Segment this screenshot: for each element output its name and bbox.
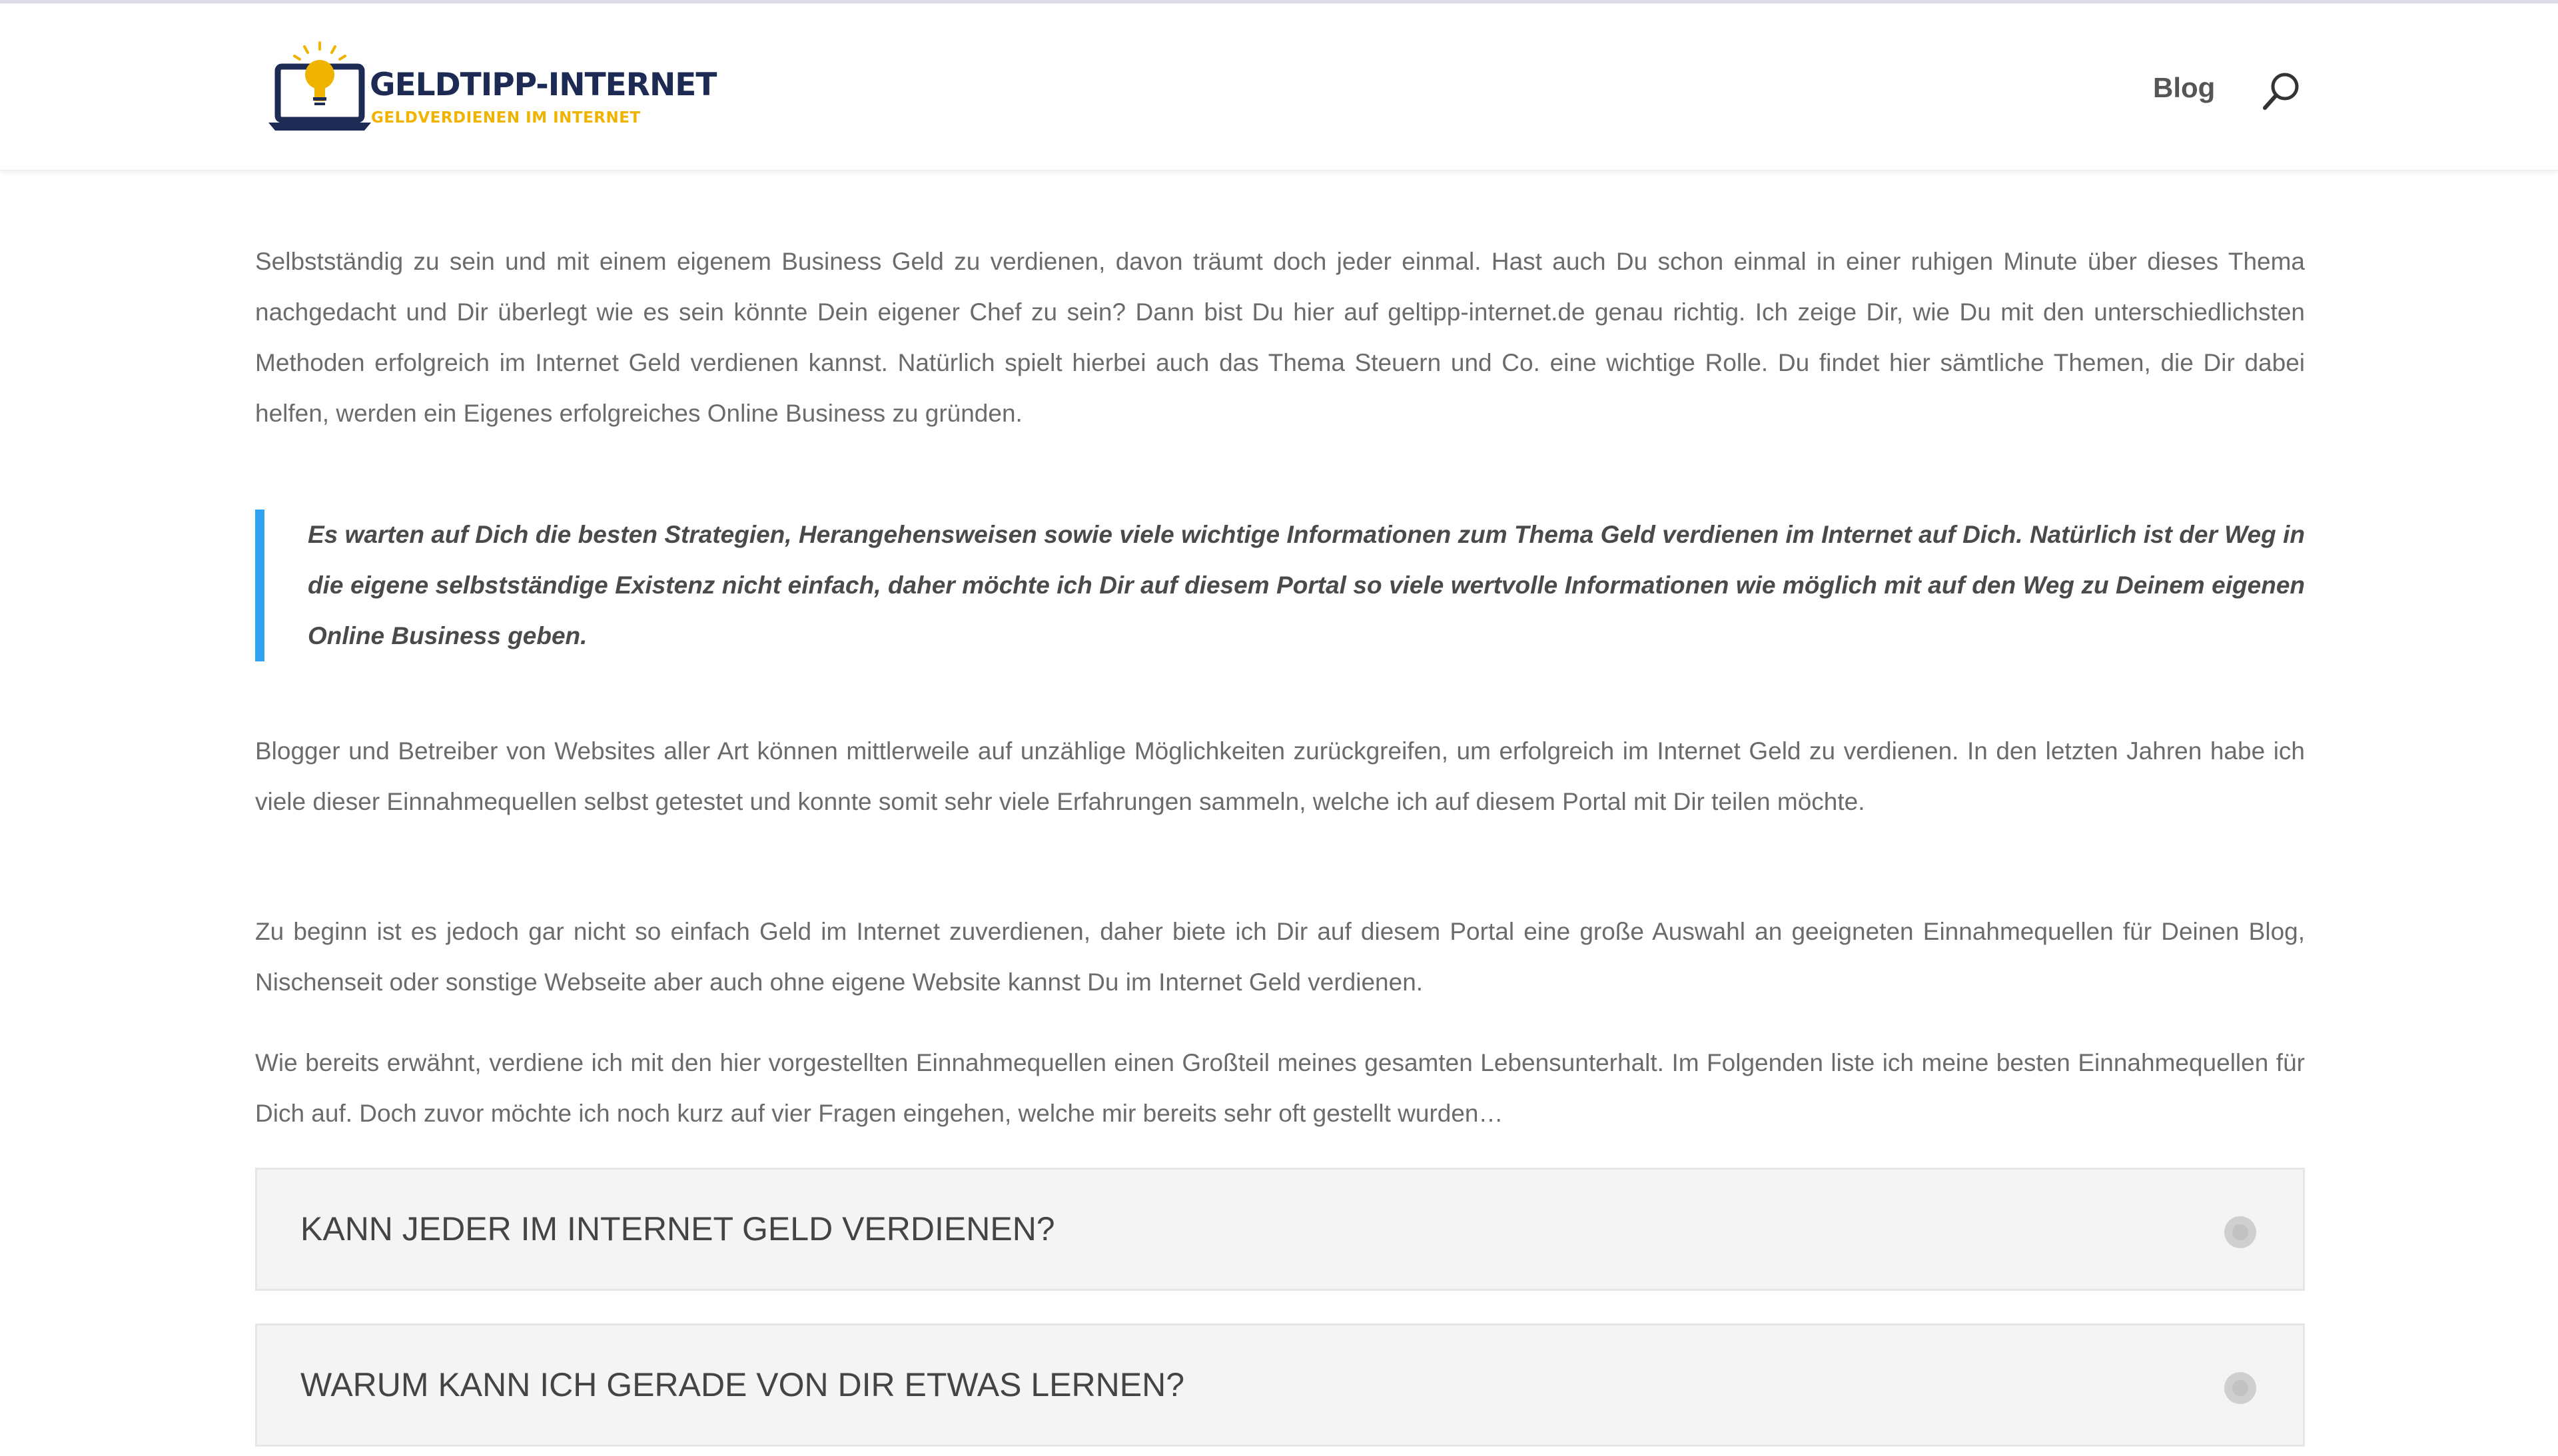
paragraph-income-sources: Wie bereits erwähnt, verdiene ich mit den hier vorgestellten Einnahmequellen einen Großteil meines gesamten Lebensunterhalt. Im Folgenden liste ich meine besten Einnahmequellen für Dich auf. Doch zuvor möchte ich noch kurz auf vier Fragen eingehen, welche mir bereits sehr oft gestellt wurden… [255, 1049, 2305, 1127]
expand-circle-icon [2224, 1372, 2256, 1404]
faq-toggle-title: WARUM KANN ICH GERADE VON DIR ETWAS LERNEN? [300, 1366, 1185, 1403]
expand-circle-icon [2224, 1216, 2256, 1248]
faq-toggle[interactable] [255, 1168, 2305, 1291]
logo-title: GELDTIPP-INTERNET [370, 67, 717, 103]
site-logo[interactable] [263, 40, 716, 140]
faq-toggle-title: KANN JEDER IM INTERNET GELD VERDIENEN? [300, 1210, 1055, 1248]
faq-toggle[interactable] [255, 1323, 2305, 1447]
intro-paragraph: Selbstständig zu sein und mit einem eigenem Business Geld zu verdienen, davon träumt doch jeder einmal. Hast auch Du schon einmal in einer ruhigen Minute über dieses Thema nachgedacht und Dir überlegt wie es sein könnte Dein eigener Chef zu sein? Dann bist Du hier auf geltipp-internet.de genau richtig. Ich zeige Dir, wie Du mit den unterschiedlichsten Methoden erfolgreich im Internet Geld verdienen kannst. Natürlich spielt hierbei auch das Thema Steuern und Co. eine wichtige Rolle. Du findet hier sämtliche Themen, die Dir dabei helfen, werden ein Eigenes erfolgreiches Online Business zu gründen. [255, 248, 2305, 427]
paragraph-bloggers: Blogger und Betreiber von Websites aller Art können mittlerweile auf unzählige Möglichkeiten zurückgreifen, um erfolgreich im Internet Geld zu verdienen. In den letzten Jahren habe ich viele dieser Einnahmequellen selbst getestet und konnte somit sehr viele Erfahrungen sammeln, welche ich auf diesem Portal mit Dir teilen möchte. [255, 737, 2305, 815]
logo-subtitle: GELDVERDIENEN IM INTERNET [371, 109, 641, 127]
highlight-quote [255, 510, 2305, 661]
nav-item-blog[interactable]: Blog [2153, 72, 2216, 103]
search-icon [2258, 68, 2305, 115]
quote-text: Es warten auf Dich die besten Strategien, Herangehensweisen sowie viele wichtige Informationen zum Thema Geld verdienen im Internet auf Dich. Natürlich ist der Weg in die eigene selbstständige Existenz nicht einfach, daher möchte ich Dir auf diesem Portal so viele wertvolle Informationen wie möglich mit auf den Weg zu Deinem eigenen Online Business geben. [308, 521, 2305, 649]
paragraph-beginning: Zu beginn ist es jedoch gar nicht so einfach Geld im Internet zuverdienen, daher biete ich Dir auf diesem Portal eine große Auswahl an geeigneten Einnahmequellen für Deinen Blog, Nischenseit oder sonstige Webseite aber auch ohne eigene Website kannst Du im Internet Geld verdienen. [255, 918, 2305, 996]
site-header [0, 3, 2558, 171]
laptop-lightbulb-icon [263, 40, 376, 140]
search-button[interactable] [2258, 68, 2305, 115]
